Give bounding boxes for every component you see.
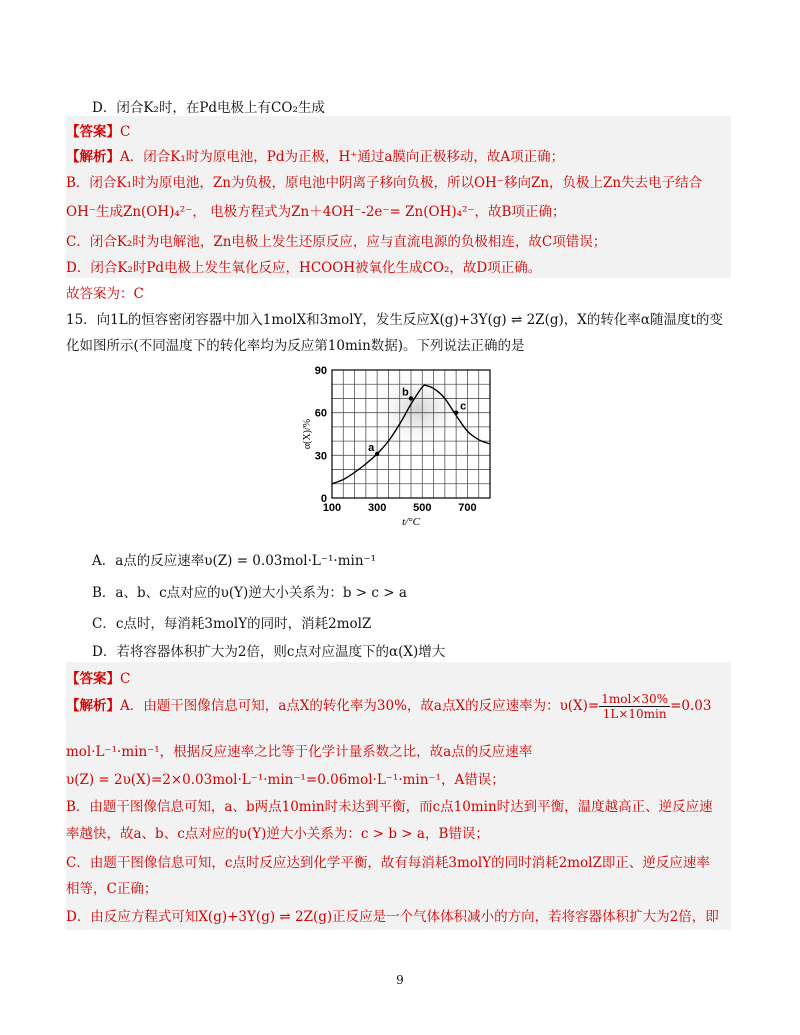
- q15-analysis-b1: B．由题干图像信息可知，a、b两点10min时未达到平衡，而c点10min时达到平衡，温度越高正、逆反应速: [66, 799, 713, 815]
- q15-answer-value: C: [120, 671, 131, 687]
- q15-stem-line1: 15．向1L的恒容密闭容器中加入1molX和3molY，发生反应X(g)+3Y(g) ⇌ 2Z(g)，X的转化率α随温度t的变: [66, 312, 723, 328]
- conversion-chart: [300, 362, 500, 527]
- q14-analysis-a-text: A．闭合K₁时为原电池，Pd为正极，H⁺通过a膜向正极移动，故A项正确；: [120, 149, 565, 165]
- y-tick-label: 30: [314, 450, 327, 463]
- q14-analysis-c: C．闭合K₂时为电解池，Zn电极上发生还原反应，应与直流电源的负极相连，故C项错误；: [66, 234, 607, 250]
- data-point-c: [454, 410, 458, 414]
- data-point-label-b: b: [402, 386, 409, 399]
- q15-analysis-a2: [66, 740, 532, 760]
- y-axis-label: α(X)/%: [302, 418, 313, 450]
- x-tick-label: 100: [322, 502, 342, 514]
- y-tick-label: 0: [320, 493, 327, 505]
- q14-analysis-d: D．闭合K₂时Pd电极上发生氧化反应，HCOOH被氧化生成CO₂，故D项正确。: [66, 260, 542, 276]
- q14-analysis-b1: B．闭合K₁时为原电池，Zn为负极，原电池中阴离子移向负极，所以OH⁻移向Zn，负极上Zn失去电子结合: [66, 175, 703, 191]
- q14-analysis-a: [66, 145, 564, 165]
- data-point-label-a: a: [368, 441, 375, 454]
- y-tick-label: 60: [314, 407, 327, 420]
- conversion-chart-svg: [300, 362, 500, 527]
- q15-analysis-c2: 相等，C正确；: [66, 881, 158, 897]
- data-point-label-c: c: [460, 400, 467, 413]
- q15-answer: [66, 667, 130, 687]
- q15-analysis-label: 【解析】: [66, 698, 120, 714]
- data-point-b: [409, 396, 413, 400]
- q15-option-a: A．a点的反应速率υ(Z) = 0.03mol·L⁻¹·min⁻¹: [92, 553, 377, 569]
- q14-analysis-label: 【解析】: [66, 149, 120, 165]
- q15-option-c: C．c点时，每消耗3molY的同时，消耗2molZ: [92, 616, 372, 632]
- q14-option-d: D．闭合K₂时，在Pd电极上有CO₂生成: [92, 100, 325, 116]
- page-number: 9: [396, 973, 404, 987]
- rate-fraction-denominator: 1L×10min: [602, 707, 667, 721]
- x-axis-label: t/°C: [402, 516, 420, 527]
- q15-analysis-a1-end: =0.03: [670, 698, 712, 714]
- q15-stem-line2: 化如图所示(不同温度下的转化率均为反应第10min数据)。下列说法正确的是: [66, 338, 525, 354]
- q15-analysis-d1: D．由反应方程式可知X(g)+3Y(g) ⇌ 2Z(g)正反应是一个气体体积减小的方向，若将容器体积扩大为2倍，即: [66, 909, 719, 925]
- rate-fraction-numerator: 1mol×30%: [601, 692, 669, 706]
- q15-option-b: B．a、b、c点对应的υ(Y)逆大小关系为：b > c > a: [92, 585, 407, 601]
- q15-analysis-b2: 率越快，故a、b、c点对应的υ(Y)逆大小关系为：c > b > a，B错误；: [66, 826, 489, 842]
- q15-option-d: D．若将容器体积扩大为2倍，则c点对应温度下的α(X)增大: [92, 644, 446, 660]
- q15-analysis-a2-text: mol·L⁻¹·min⁻¹，根据反应速率之比等于化学计量系数之比，故a点的反应速率: [66, 744, 533, 760]
- q15-analysis-a1-text: A．由题干图像信息可知，a点X的转化率为30%，故a点X的反应速率为：υ(X)=: [120, 698, 600, 714]
- x-tick-label: 500: [413, 502, 432, 514]
- q14-conclusion: 故答案为：C: [66, 286, 144, 302]
- q14-answer-value: C: [120, 124, 131, 140]
- q15-analysis-a3: υ(Z) = 2υ(X)=2×0.03mol·L⁻¹·min⁻¹=0.06mol·L⁻¹·min⁻¹，A错误；: [66, 772, 505, 788]
- q14-analysis-b2: OH⁻生成Zn(OH)₄²⁻， 电极方程式为Zn＋4OH⁻-2e⁻= Zn(OH)₄²⁻，故B项正确；: [66, 204, 566, 220]
- x-tick-label: 300: [367, 502, 387, 514]
- chart-shade: [370, 368, 466, 452]
- rate-fraction: [599, 692, 670, 721]
- q14-answer-label: 【答案】: [66, 124, 120, 140]
- q14-answer: [66, 120, 130, 140]
- q15-answer-label: 【答案】: [66, 671, 120, 687]
- q15-answer-block: [66, 662, 731, 930]
- y-tick-label: 90: [314, 365, 327, 377]
- q14-answer-block: [66, 116, 731, 278]
- x-tick-label: 700: [458, 502, 477, 514]
- q15-analysis-c1: C．由题干图像信息可知，c点时反应达到化学平衡，故有每消耗3molY的同时消耗2molZ即正、逆反应速率: [66, 855, 710, 871]
- data-point-a: [375, 452, 379, 456]
- q15-analysis-a1: [66, 692, 711, 721]
